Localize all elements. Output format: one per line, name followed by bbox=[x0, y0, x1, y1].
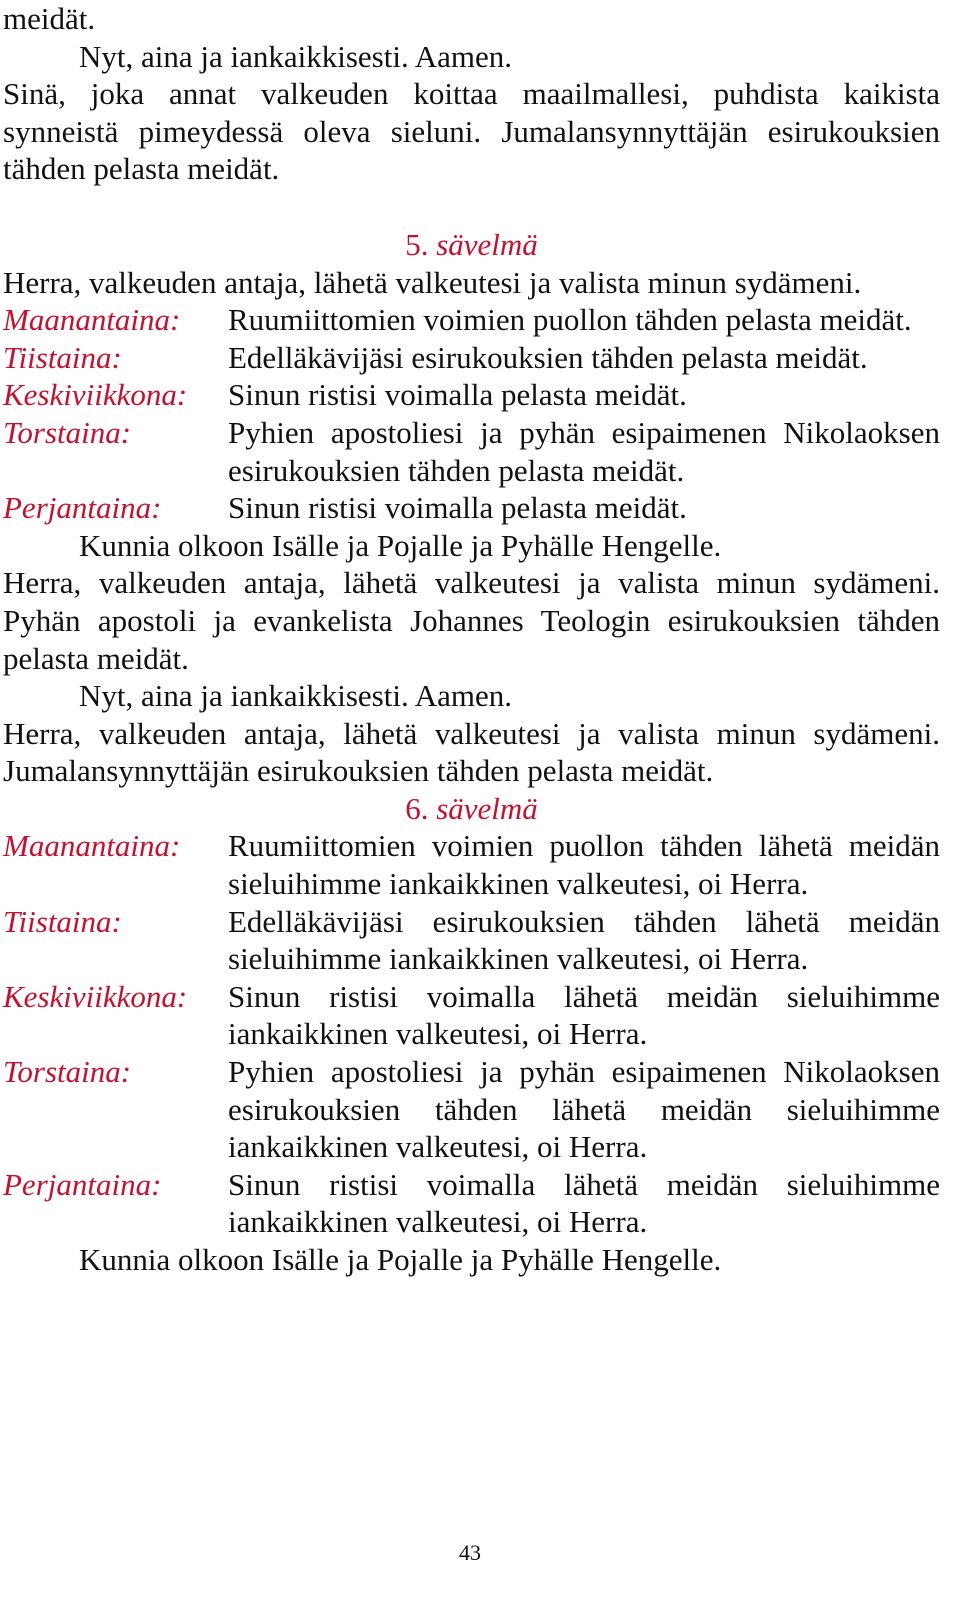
section-5-now: Nyt, aina ja iankaikkisesti. Aamen. bbox=[79, 678, 513, 714]
day-label: Tiistaina: bbox=[3, 339, 122, 375]
section-6-day-row bbox=[3, 1166, 940, 1241]
section-5-title: sävelmä bbox=[436, 226, 538, 262]
day-text: Sinun ristisi voimalla lähetä meidän sieluihimme iankaikkinen valkeutesi, oi Herra. bbox=[228, 978, 940, 1052]
section-6-glory: Kunnia olkoon Isälle ja Pojalle ja Pyhälle Hengelle. bbox=[79, 1242, 722, 1277]
day-label: Torstaina: bbox=[3, 1054, 132, 1090]
day-label: Perjantaina: bbox=[3, 1166, 162, 1202]
day-text: Sinun ristisi voimalla pelasta meidät. bbox=[228, 377, 687, 413]
section-6-day-row bbox=[3, 827, 940, 902]
day-label: Keskiviikkona: bbox=[3, 978, 188, 1014]
section-6-heading bbox=[3, 790, 940, 828]
section-6-day-row bbox=[3, 1053, 940, 1166]
day-text: Pyhien apostoliesi ja pyhän esipaimenen Nikolaoksen esirukouksien tähden pelasta meidät. bbox=[228, 414, 940, 488]
document-page bbox=[3, 0, 940, 1279]
section-5-day-row bbox=[3, 301, 940, 339]
day-text: Ruumiittomien voimien puollon tähden lähetä meidän sieluihimme iankaikkinen valkeutesi, oi Herra. bbox=[228, 828, 940, 902]
section-6-day-row bbox=[3, 978, 940, 1053]
day-text: Sinun ristisi voimalla lähetä meidän sieluihimme iankaikkinen valkeutesi, oi Herra. bbox=[228, 1166, 940, 1240]
section-5-verse-2: Herra, valkeuden antaja, lähetä valkeutesi ja valista minun sydämeni. Jumalansynnyttäjän esirukouksien tähden pelasta meidät. bbox=[3, 715, 940, 789]
section-6-title: sävelmä bbox=[436, 790, 538, 826]
section-6-number: 6. bbox=[405, 790, 429, 826]
section-6-day-row bbox=[3, 903, 940, 978]
section-5-intro: Herra, valkeuden antaja, lähetä valkeutesi ja valista minun sydämeni. bbox=[3, 264, 862, 300]
section-5-day-row bbox=[3, 339, 940, 377]
section-5-heading bbox=[3, 226, 940, 264]
day-text: Edelläkävijäsi esirukouksien tähden pelasta meidät. bbox=[228, 339, 868, 375]
day-text: Pyhien apostoliesi ja pyhän esipaimenen Nikolaoksen esirukouksien tähden lähetä meidän sieluihimme iankaikkinen valkeutesi, oi Herra. bbox=[228, 1054, 940, 1165]
day-text: Sinun ristisi voimalla pelasta meidät. bbox=[228, 490, 687, 526]
page-number: 43 bbox=[459, 1540, 481, 1565]
section-5-day-row bbox=[3, 376, 940, 414]
day-label: Perjantaina: bbox=[3, 490, 162, 526]
day-label: Maanantaina: bbox=[3, 828, 181, 864]
top-line-3: Sinä, joka annat valkeuden koittaa maailmallesi, puhdista kaikista synneistä pimeydessä oleva sieluni. Jumalansynnyttäjän esirukouksien tähden pelasta meidät. bbox=[3, 76, 940, 187]
day-label: Maanantaina: bbox=[3, 302, 181, 338]
section-5-glory: Kunnia olkoon Isälle ja Pojalle ja Pyhälle Hengelle. bbox=[79, 527, 722, 563]
day-text: Edelläkävijäsi esirukouksien tähden lähetä meidän sieluihimme iankaikkinen valkeutesi, oi Herra. bbox=[228, 903, 940, 977]
day-label: Keskiviikkona: bbox=[3, 377, 188, 413]
day-text: Ruumiittomien voimien puollon tähden pelasta meidät. bbox=[228, 302, 912, 338]
day-label: Tiistaina: bbox=[3, 903, 122, 939]
top-line-2: Nyt, aina ja iankaikkisesti. Aamen. bbox=[79, 38, 513, 74]
top-line-1: meidät. bbox=[3, 1, 96, 36]
section-5-day-row bbox=[3, 414, 940, 489]
section-5-number: 5. bbox=[405, 226, 429, 262]
section-5-day-row bbox=[3, 489, 940, 527]
section-5-verse-1: Herra, valkeuden antaja, lähetä valkeutesi ja valista minun sydämeni. Pyhän apostoli ja evankelista Johannes Teologin esirukouksien tähden pelasta meidät. bbox=[3, 565, 940, 676]
day-label: Torstaina: bbox=[3, 414, 132, 450]
